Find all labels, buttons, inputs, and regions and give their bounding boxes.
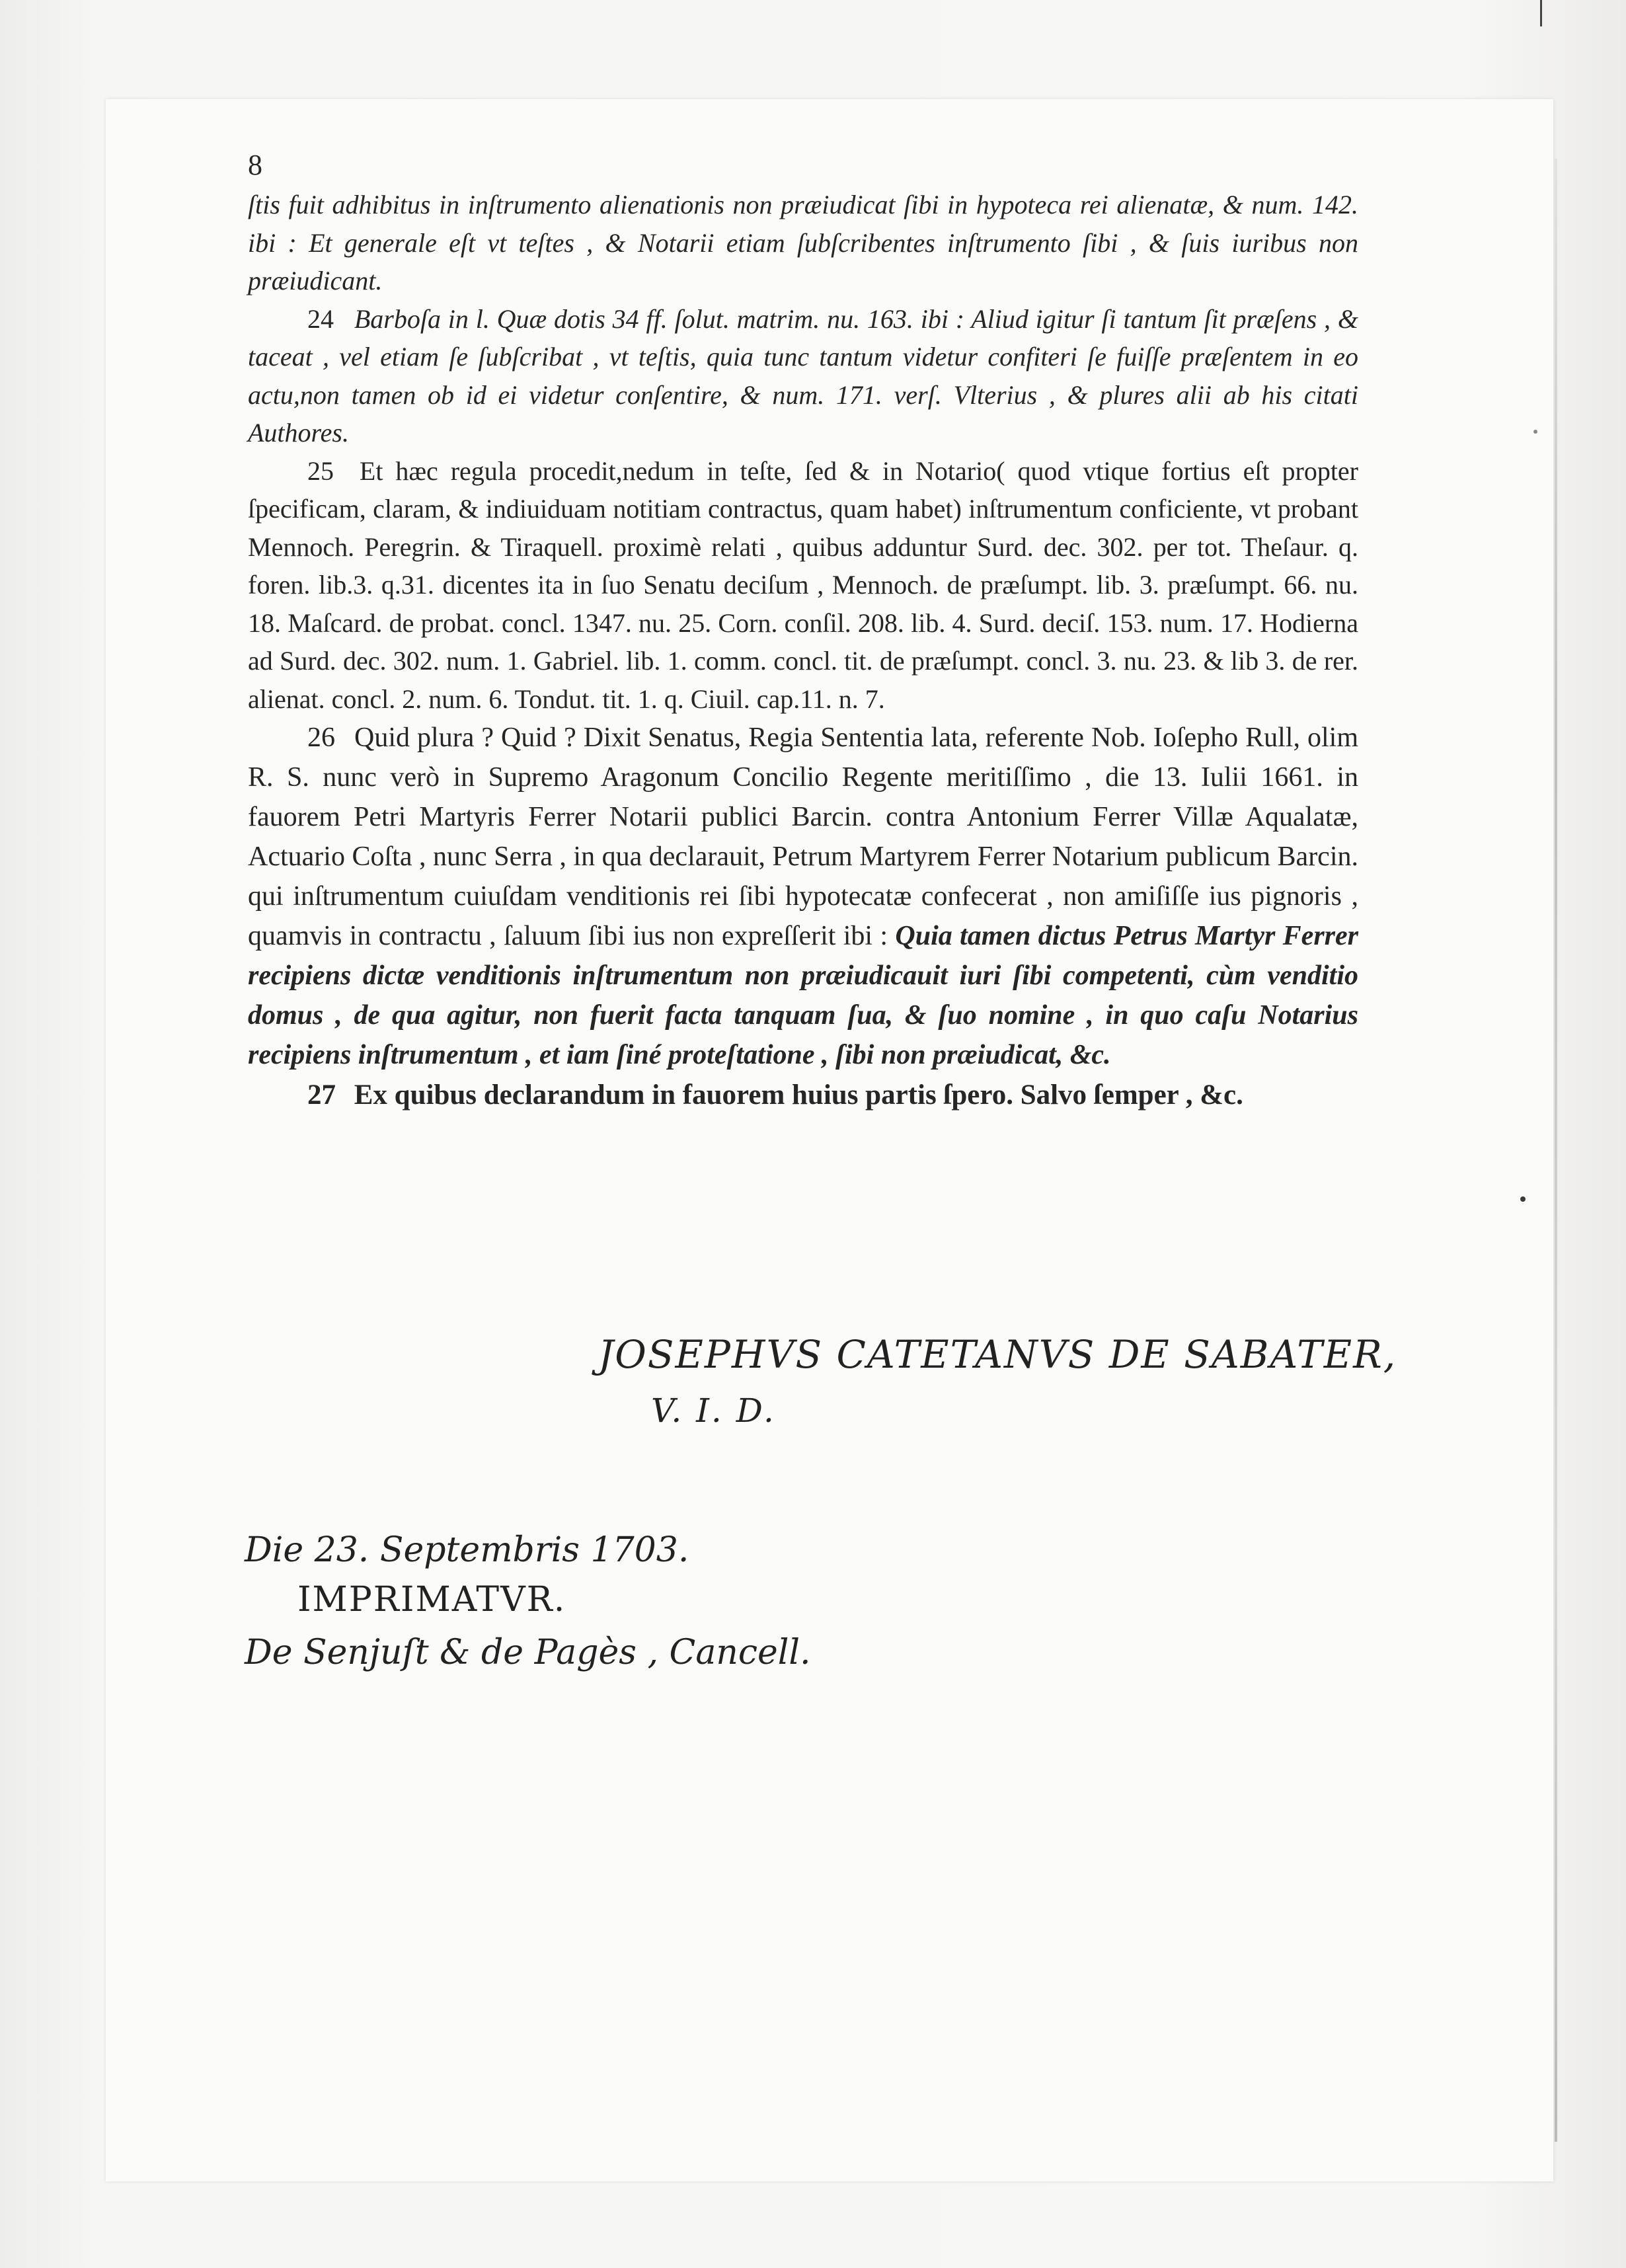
paragraph-text: Quid plura ? Quid ? Dixit Senatus, Regia Sententia lata, referente Nob. Ioſepho Rull, olim R. S. nunc verò in Supremo Aragonum Concilio Regente meritiſſimo , die 13. Iulii 1661. in fauorem Petri Martyris Ferrer Notarii publici Barcin. contra Antonium Ferrer Villæ Aqualatæ, Actuario Coſta , nunc Serra , in qua declarauit, Petrum Martyrem Ferrer Notarium publicum Barcin. qui inſtrumentum cuiuſdam venditionis rei ſibi hypotecatæ confecerat , non amiſiſſe ius pignoris , quamvis in contractu , ſaluum ſibi ius non expreſſerit ibi : — [248, 723, 1358, 951]
paragraph-continuation: ſtis fuit adhibitus in inſtrumento alienationis non præiudicat ſibi in hypoteca rei alienatæ, & num. 142. ibi : Et generale eſt vt teſtes , & Notarii etiam ſubſcribentes inſtrumento ſibi , & ſuis iuribus non præiudicant. — [248, 190, 1358, 295]
page-number: 8 — [248, 149, 262, 181]
paragraph-text: Ex quibus declarandum in fauorem huius partis ſpero. Salvo ſemper , &c. — [354, 1079, 1243, 1111]
paragraph-27 — [248, 1075, 1358, 1116]
imprimatur-heading: IMPRIMATVR. — [297, 1580, 566, 1620]
imprimatur-signers: De Senjuſt & de Pagès , Cancell. — [245, 1633, 811, 1672]
paragraph-text: Et hæc regula procedit,nedum in teſte, ſed & in Notario( quod vtique fortius eſt propter ſpecificam, claram, & indiuiduam notitiam contractus, quam habet) inſtrumentum conficiente, vt probant Mennoch. Peregrin. & Tiraquell. proximè relati , quibus adduntur Surd. dec. 302. per tot. Theſaur. q. foren. lib.3. q.31. dicentes ita in ſuo Senatu deciſum , Mennoch. de præſumpt. lib. 3. præſumpt. 66. nu. 18. Maſcard. de probat. concl. 1347. nu. 25. Corn. conſil. 208. lib. 4. Surd. deciſ. 153. num. 17. Hodierna ad Surd. dec. 302. num. 1. Gabriel. lib. 1. comm. concl. tit. de præſumpt. concl. 3. nu. 23. & lib 3. de rer. alienat. concl. 2. num. 6. Tondut. tit. 1. q. Ciuil. cap.11. n. 7. — [248, 455, 1359, 714]
ink-speck — [1520, 1196, 1526, 1202]
imprimatur-date: Die 23. Septembris 1703. — [245, 1530, 689, 1570]
page-edge-mark — [1540, 0, 1542, 26]
document-body — [248, 149, 1358, 1116]
paragraph-24 — [248, 300, 1358, 452]
paragraph-25 — [248, 452, 1358, 719]
ink-speck — [1533, 430, 1537, 434]
paragraph-text: Barboſa in l. Quæ dotis 34 ff. ſolut. matrim. nu. 163. ibi : Aliud igitur ſi tantum ſit præſens , & taceat , vel etiam ſe ſubſcribat , vt teſtis, quia tunc tantum videtur confiteri ſe fuiſſe præſentem in eo actu,non tamen ob id ei videtur conſentire, & num. 171. verſ. Vlterius , & plures alii ab his citati Authores. — [248, 303, 1358, 448]
signature-title: V. I. D. — [651, 1391, 776, 1430]
page-edge-shadow — [1555, 159, 1557, 2142]
signature-name: JOSEPHVS CATETANVS DE SABATER, — [598, 1332, 1397, 1377]
paragraph-number: 25 — [307, 455, 334, 486]
paragraph-number: 27 — [307, 1079, 336, 1111]
paragraph-number: 24 — [307, 303, 334, 334]
paragraph-26 — [248, 718, 1358, 1075]
paragraph-number: 26 — [307, 723, 335, 753]
quoted-sentence: Quia tamen dictus Petrus Martyr Ferrer recipiens dictæ venditionis inſtrumentum non præiudicauit iuri ſibi competenti, cùm venditio domus , de qua agitur, non fuerit facta tanquam ſua, & ſuo nomine , in quo caſu Notarius recipiens inſtrumentum , et iam ſiné proteſtatione , ſibi non præiudicat, &c. — [248, 921, 1358, 1070]
